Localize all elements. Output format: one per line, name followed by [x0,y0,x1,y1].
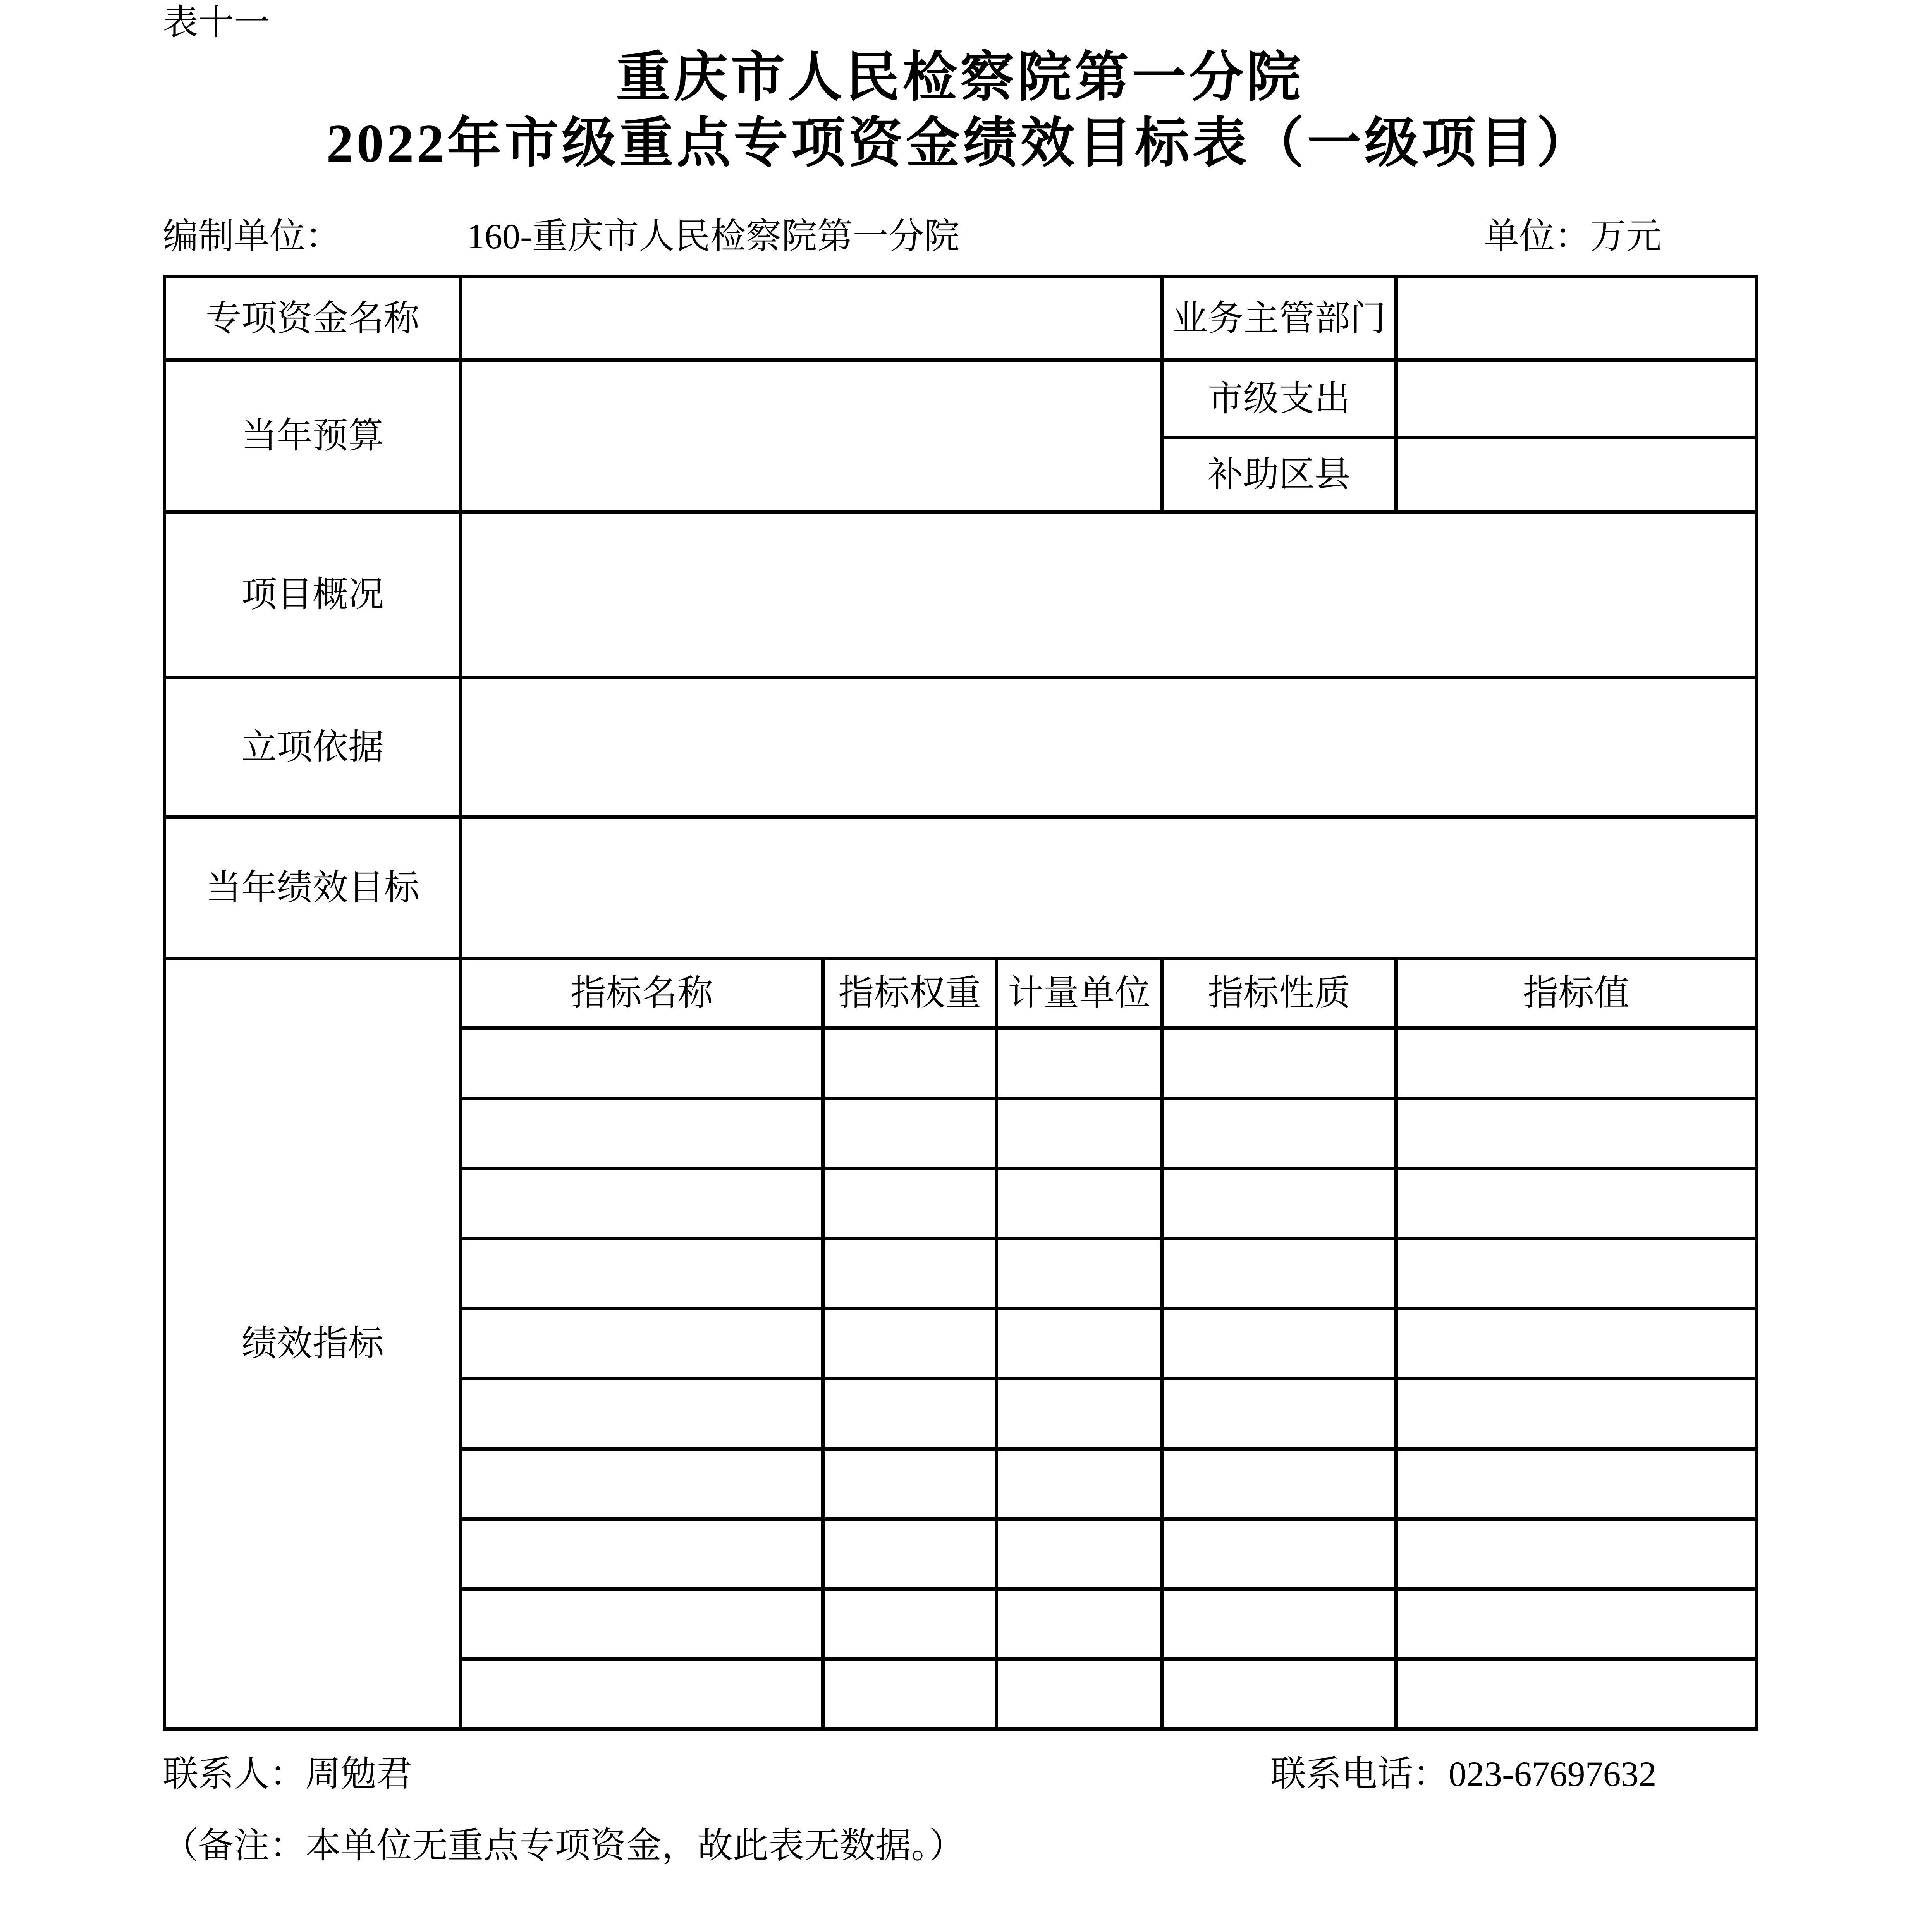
indicator-cell [461,1659,823,1729]
phone-number: 023-67697632 [1449,1754,1657,1794]
indicator-cell [997,1169,1162,1239]
row-project-overview [165,512,1757,678]
prepared-by-label: 编制单位： [163,217,341,256]
indicator-cell [1396,1239,1757,1309]
dept-label: 业务主管部门 [1162,277,1396,360]
indicator-cell [461,1239,823,1309]
city-expense-label: 市级支出 [1162,360,1396,438]
indicator-col-name: 指标名称 [461,959,823,1028]
overview-value [461,512,1757,678]
table-body [165,277,1757,1729]
indicator-cell [997,1519,1162,1589]
contact-name: 周勉君 [305,1754,413,1794]
indicator-cell [1162,1239,1396,1309]
row-year-budget-city [165,360,1757,438]
indicator-cell [1162,1379,1396,1449]
year-target-label: 当年绩效目标 [165,817,461,959]
indicator-cell [461,1309,823,1379]
indicator-cell [461,1028,823,1098]
subsidy-label: 补助区县 [1162,438,1396,512]
indicator-cell [1162,1659,1396,1729]
contact-person [163,1753,412,1795]
indicator-cell [1396,1659,1757,1729]
document-title-line2: 2022年市级重点专项资金绩效目标表（一级项目） [326,113,1594,174]
indicator-cell [823,1589,997,1659]
indicator-cell [1396,1309,1757,1379]
indicator-cell [823,1239,997,1309]
dept-value [1396,277,1757,360]
subsidy-value [1396,438,1757,512]
indicator-col-unit: 计量单位 [997,959,1162,1028]
indicator-cell [997,1449,1162,1519]
indicator-cell [997,1098,1162,1169]
indicator-cell [997,1659,1162,1729]
indicator-cell [823,1309,997,1379]
contact-label: 联系人： [163,1754,306,1794]
sheet-tag: 表十一 [163,3,270,42]
year-budget-label: 当年预算 [165,360,461,512]
indicator-cell [997,1028,1162,1098]
city-expense-value [1396,360,1757,438]
row-special-fund-name [165,277,1757,360]
indicator-cell [461,1098,823,1169]
year-target-value [461,817,1757,959]
indicator-col-weight: 指标权重 [823,959,997,1028]
indicator-cell [823,1098,997,1169]
footer-line [0,1753,1920,1795]
row-project-basis [165,678,1757,817]
indicator-cell [1162,1519,1396,1589]
indicator-cell [1162,1098,1396,1169]
indicator-cell [1162,1169,1396,1239]
currency-unit-note: 单位：万元 [1483,217,1662,256]
contact-phone [1270,1753,1657,1795]
indicator-cell [823,1659,997,1729]
overview-label: 项目概况 [165,512,461,678]
indicator-cell [1396,1519,1757,1589]
performance-target-table [163,275,1758,1731]
indicator-cell [1396,1028,1757,1098]
indicator-cell [1396,1169,1757,1239]
indicator-cell [997,1309,1162,1379]
indicator-cell [1162,1589,1396,1659]
phone-label: 联系电话： [1270,1754,1449,1794]
indicator-cell [1162,1309,1396,1379]
indicators-section-label: 绩效指标 [165,959,461,1729]
indicator-cell [461,1379,823,1449]
remark-note: （备注：本单位无重点专项资金，故此表无数据。） [163,1826,965,1865]
indicator-cell [997,1239,1162,1309]
indicator-cell [1396,1098,1757,1169]
basis-value [461,678,1757,817]
indicator-cell [823,1449,997,1519]
indicator-cell [461,1589,823,1659]
indicator-col-nature: 指标性质 [1162,959,1396,1028]
indicator-cell [823,1028,997,1098]
indicator-cell [461,1169,823,1239]
indicator-cell [997,1379,1162,1449]
indicator-cell [823,1379,997,1449]
indicator-cell [1396,1379,1757,1449]
indicator-cell [823,1169,997,1239]
indicator-cell [1396,1589,1757,1659]
indicator-col-value: 指标值 [1396,959,1757,1028]
indicator-cell [1162,1449,1396,1519]
indicator-cell [1396,1449,1757,1519]
basis-label: 立项依据 [165,678,461,817]
prepared-by-value: 160-重庆市人民检察院第一分院 [467,217,960,256]
indicator-cell [461,1519,823,1589]
indicator-cell [823,1519,997,1589]
indicator-cell [1162,1028,1396,1098]
row-indicator-header [165,959,1757,1028]
indicator-cell [997,1589,1162,1659]
special-fund-name-value [461,277,1162,360]
document-title-line1: 重庆市人民检察院第一分院 [616,48,1304,108]
year-budget-value [461,360,1162,512]
meta-line [0,215,1920,258]
indicator-cell [461,1449,823,1519]
special-fund-name-label: 专项资金名称 [165,277,461,360]
row-year-target [165,817,1757,959]
